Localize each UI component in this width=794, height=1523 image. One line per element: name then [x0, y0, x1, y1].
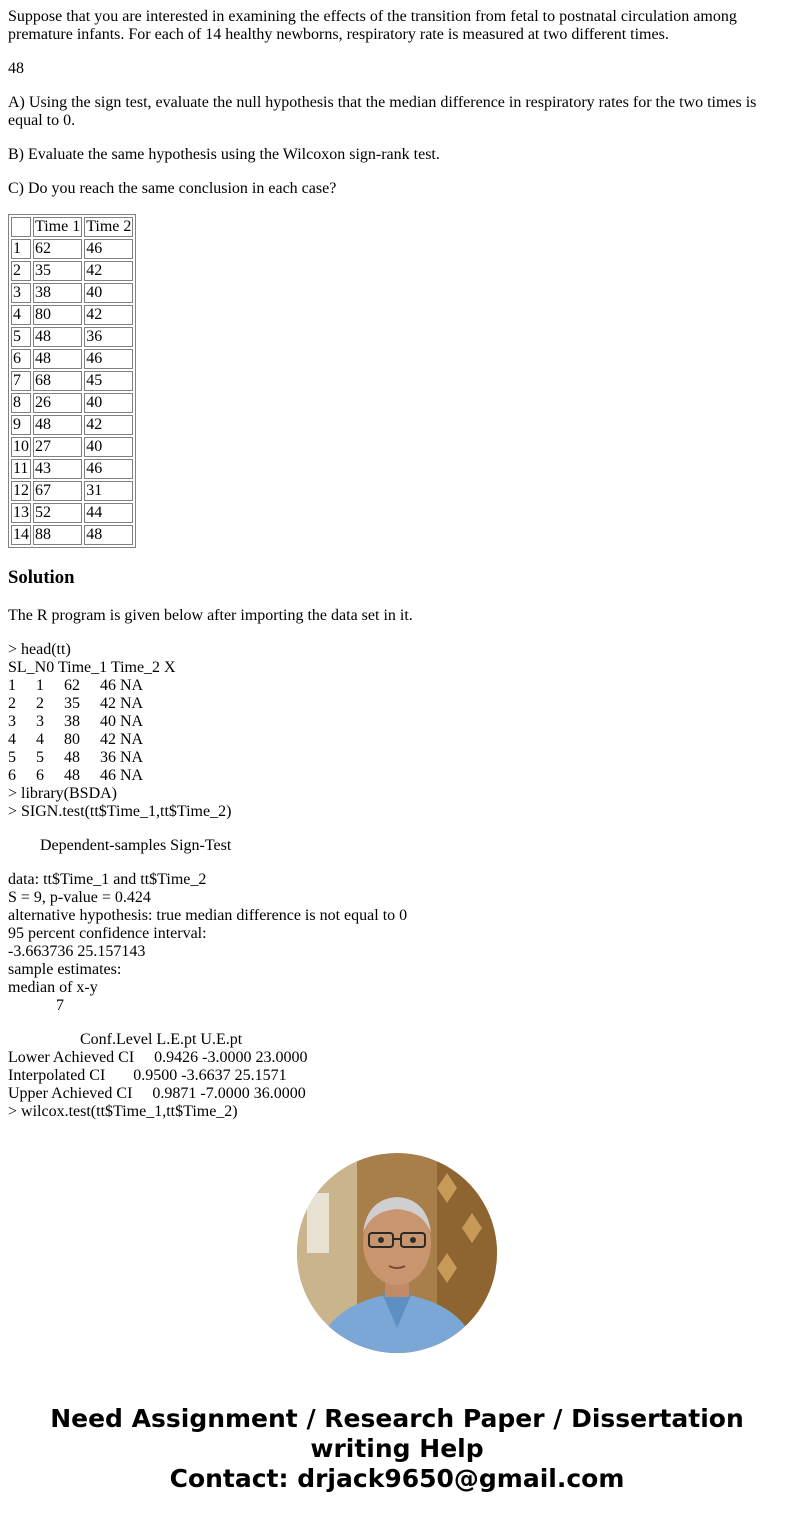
- output-line: Lower Achieved CI 0.9426 -3.0000 23.0000: [8, 1049, 308, 1066]
- table-row: [11, 349, 133, 369]
- author-photo: [297, 1153, 497, 1353]
- table-cell: 44: [84, 503, 133, 523]
- question-number: 48: [8, 60, 24, 77]
- table-cell: 43: [33, 459, 82, 479]
- output-line: 95 percent confidence interval:: [8, 925, 207, 942]
- table-cell: 46: [84, 349, 133, 369]
- table-row: [11, 283, 133, 303]
- promo-line-2: writing Help: [310, 1434, 484, 1463]
- table-header-cell: Time 2: [86, 218, 132, 235]
- output-line: alternative hypothesis: true median difference is not equal to 0: [8, 907, 408, 924]
- author-photo-image: [297, 1153, 497, 1353]
- output-line: > wilcox.test(tt$Time_1,tt$Time_2): [8, 1103, 238, 1120]
- table-cell: 46: [84, 459, 133, 479]
- table-cell: 88: [33, 525, 82, 545]
- table-cell: 45: [84, 371, 133, 391]
- table-row: [11, 305, 133, 325]
- output-line: S = 9, p-value = 0.424: [8, 889, 151, 906]
- table-cell: 46: [84, 239, 133, 259]
- table-cell: 13: [13, 504, 29, 521]
- table-row: [11, 459, 133, 479]
- table-row: [11, 503, 133, 523]
- table-row: [11, 393, 133, 413]
- table-cell: 48: [33, 327, 82, 347]
- table-cell: 35: [33, 261, 82, 281]
- table-cell: 42: [84, 261, 133, 281]
- output-line: Conf.Level L.E.pt U.E.pt: [8, 1031, 243, 1048]
- table-cell: 3: [11, 283, 31, 303]
- question-intro: Suppose that you are interested in examining the effects of the transition from fetal to postnatal circulation among premature infants. For each of 14 healthy newborns, respiratory rate is measured at two different times.: [8, 8, 737, 43]
- table-row: [11, 415, 133, 435]
- promo-footer: [0, 1404, 794, 1494]
- output-blank-line: [8, 821, 786, 837]
- solution-title: Solution: [8, 567, 75, 588]
- table-cell: 48: [84, 525, 133, 545]
- table-row: [11, 239, 133, 259]
- table-cell: 48: [33, 415, 82, 435]
- table-row: [11, 327, 133, 347]
- table-row: [11, 481, 133, 501]
- table-cell: 40: [84, 437, 133, 457]
- table-cell: 10: [13, 438, 29, 455]
- output-line: SL_N0 Time_1 Time_2 X: [8, 659, 176, 676]
- table-row: [11, 437, 133, 457]
- table-cell: 67: [33, 481, 82, 501]
- r-output: [8, 641, 786, 1121]
- table-row: [11, 525, 133, 545]
- table-cell: 42: [84, 305, 133, 325]
- output-line: > SIGN.test(tt$Time_1,tt$Time_2): [8, 803, 232, 820]
- respiratory-rate-table: [8, 214, 136, 548]
- output-line: 7: [8, 997, 64, 1014]
- table-cell: 12: [13, 482, 29, 499]
- table-cell: 52: [33, 503, 82, 523]
- output-line: 5 5 48 36 NA: [8, 749, 144, 766]
- output-line: > library(BSDA): [8, 785, 118, 802]
- output-line: 3 3 38 40 NA: [8, 713, 144, 730]
- output-line: Dependent-samples Sign-Test: [8, 837, 232, 854]
- output-line: -3.663736 25.157143: [8, 943, 146, 960]
- question-part-a: A) Using the sign test, evaluate the null hypothesis that the median difference in respiratory rates for the two times is equal to 0.: [8, 94, 757, 129]
- table-cell: 36: [84, 327, 133, 347]
- table-cell: 6: [11, 349, 31, 369]
- table-cell: 40: [84, 393, 133, 413]
- table-cell: 5: [11, 327, 31, 347]
- table-cell: 62: [33, 239, 82, 259]
- table-row: [11, 261, 133, 281]
- output-line: sample estimates:: [8, 961, 122, 978]
- table-cell: 14: [13, 526, 29, 543]
- table-header-row: [11, 217, 133, 237]
- table-cell: 9: [11, 415, 31, 435]
- output-line: 1 1 62 46 NA: [8, 677, 144, 694]
- output-line: Upper Achieved CI 0.9871 -7.0000 36.0000: [8, 1085, 306, 1102]
- promo-contact: Contact: drjack9650@gmail.com: [169, 1464, 625, 1493]
- table-cell: 4: [11, 305, 31, 325]
- table-cell: 11: [11, 459, 31, 479]
- document-content: [8, 8, 786, 1121]
- table-cell: 2: [11, 261, 31, 281]
- table-row: [11, 371, 133, 391]
- table-cell: 38: [33, 283, 82, 303]
- table-cell: 31: [84, 481, 133, 501]
- table-header-cell: Time 1: [35, 218, 81, 235]
- output-blank-line: [8, 1015, 786, 1031]
- output-line: 4 4 80 42 NA: [8, 731, 144, 748]
- table-cell: 80: [33, 305, 82, 325]
- table-cell: 68: [33, 371, 82, 391]
- question-part-b: B) Evaluate the same hypothesis using the Wilcoxon sign-rank test.: [8, 146, 440, 163]
- table-cell: 7: [11, 371, 31, 391]
- table-header-cell: [11, 217, 31, 237]
- promo-line-1: Need Assignment / Research Paper / Dissertation: [50, 1404, 744, 1433]
- output-line: Interpolated CI 0.9500 -3.6637 25.1571: [8, 1067, 287, 1084]
- output-line: data: tt$Time_1 and tt$Time_2: [8, 871, 207, 888]
- table-cell: 40: [84, 283, 133, 303]
- table-cell: 42: [84, 415, 133, 435]
- table-cell: 8: [11, 393, 31, 413]
- solution-intro: The R program is given below after importing the data set in it.: [8, 607, 413, 624]
- table-cell: 27: [33, 437, 82, 457]
- table-cell: 1: [11, 239, 31, 259]
- output-line: > head(tt): [8, 641, 71, 658]
- output-line: 6 6 48 46 NA: [8, 767, 144, 784]
- output-line: 2 2 35 42 NA: [8, 695, 144, 712]
- output-line: median of x-y: [8, 979, 98, 996]
- output-blank-line: [8, 855, 786, 871]
- table-cell: 48: [33, 349, 82, 369]
- table-cell: 26: [33, 393, 82, 413]
- question-part-c: C) Do you reach the same conclusion in each case?: [8, 180, 337, 197]
